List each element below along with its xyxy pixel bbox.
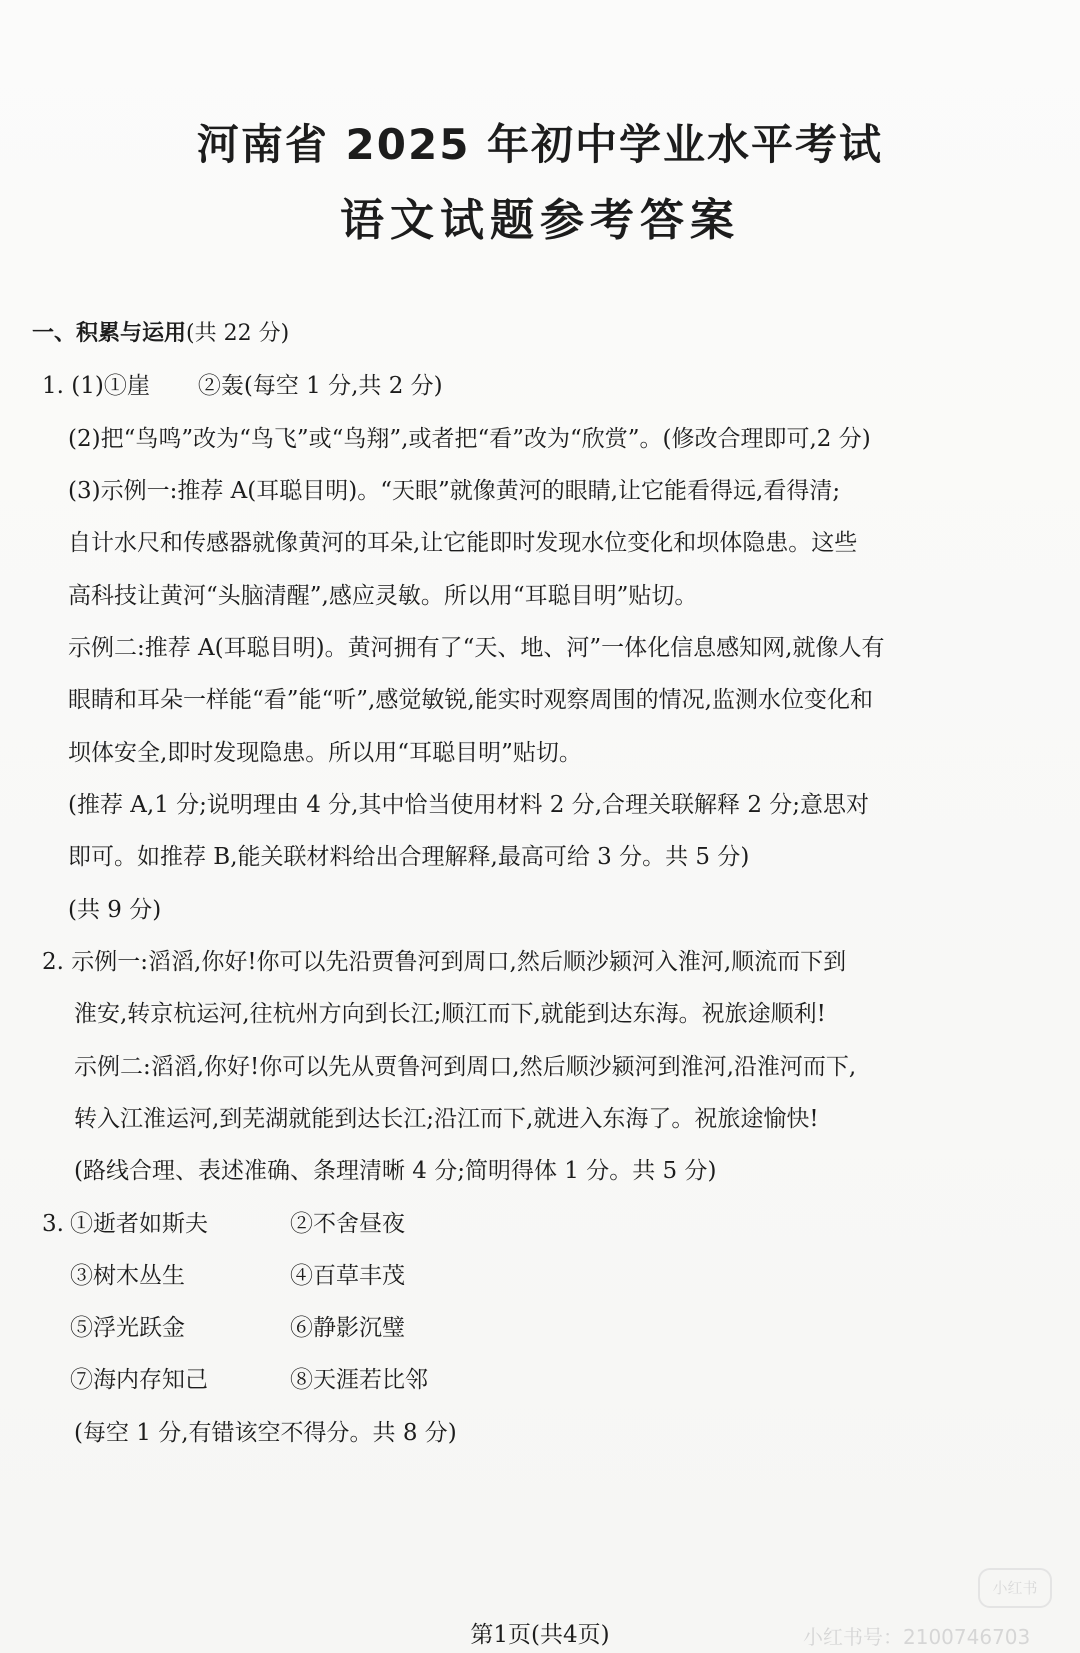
q2-line: 淮安,转京杭运河,往杭州方向到长江;顺江而下,就能到达东海。祝旅途顺利!: [74, 1001, 826, 1027]
q1-part2: (2)把“鸟鸣”改为“鸟飞”或“鸟翔”,或者把“看”改为“欣赏”。(修改合理即可,2 分): [68, 426, 871, 452]
section-heading-label: 一、积累与运用: [32, 321, 187, 346]
q3-answer: ④百草丰茂: [290, 1263, 405, 1289]
q3-answer: ⑧天涯若比邻: [290, 1367, 428, 1393]
page-number: 第1页(共4页): [470, 1622, 610, 1648]
q1-part1-answer-b: ②轰(每空 1 分,共 2 分): [197, 373, 443, 399]
q3-answer: ⑤浮光跃金: [70, 1315, 185, 1341]
q1-part3-line: 自计水尺和传感器就像黄河的耳朵,让它能即时发现水位变化和坝体隐患。这些: [68, 530, 858, 556]
q3-answer: ①逝者如斯夫: [70, 1211, 208, 1237]
watermark-id: 小红书号：2100746703: [803, 1625, 1031, 1649]
q1-part1: [42, 370, 443, 402]
q3-answer: ②不舍昼夜: [290, 1211, 405, 1237]
q1-part3-line: (3)示例一:推荐 A(耳聪目明)。“天眼”就像黄河的眼睛,让它能看得远,看得清;: [68, 478, 841, 504]
q1-example2-line: 眼睛和耳朵一样能“看”能“听”,感觉敏锐,能实时观察周围的情况,监测水位变化和: [68, 687, 873, 713]
document-subtitle: 语文试题参考答案: [340, 195, 740, 246]
section-heading: [32, 318, 289, 350]
q3-answer: ⑦海内存知己: [70, 1367, 208, 1393]
q2-line: 2. 示例一:滔滔,你好!你可以先沿贾鲁河到周口,然后顺沙颍河入淮河,顺流而下到: [42, 949, 847, 975]
watermark-logo: 小红书: [978, 1568, 1052, 1608]
q1-scoring-line: 即可。如推荐 B,能关联材料给出合理解释,最高可给 3 分。共 5 分): [68, 844, 750, 870]
q1-scoring-line: (推荐 A,1 分;说明理由 4 分,其中恰当使用材料 2 分,合理关联解释 2 分;意思对: [68, 792, 870, 818]
q2-scoring: (路线合理、表述准确、条理清晰 4 分;简明得体 1 分。共 5 分): [74, 1158, 717, 1184]
q1-example2-line: 坝体安全,即时发现隐患。所以用“耳聪目明”贴切。: [68, 740, 582, 766]
q1-example2-line: 示例二:推荐 A(耳聪目明)。黄河拥有了“天、地、河”一体化信息感知网,就像人有: [68, 635, 885, 661]
document-title: 河南省 2025 年初中学业水平考试: [196, 120, 884, 169]
q1-total: (共 9 分): [68, 897, 162, 923]
section-heading-score: (共 22 分): [186, 321, 290, 346]
q3-answer: ③树木丛生: [70, 1263, 185, 1289]
q2-line: 示例二:滔滔,你好!你可以先从贾鲁河到周口,然后顺沙颍河到淮河,沿淮河而下,: [74, 1054, 857, 1080]
q3-number: 3.: [42, 1211, 64, 1237]
q1-part3-line: 高科技让黄河“头脑清醒”,感应灵敏。所以用“耳聪目明”贴切。: [68, 583, 698, 609]
q3-answer: ⑥静影沉璧: [290, 1315, 405, 1341]
q3-scoring: (每空 1 分,有错该空不得分。共 8 分): [74, 1420, 457, 1446]
q2-line: 转入江淮运河,到芜湖就能到达长江;沿江而下,就进入东海了。祝旅途愉快!: [74, 1106, 819, 1132]
q1-part1-answer-a: 1. (1)①崖: [42, 373, 150, 399]
